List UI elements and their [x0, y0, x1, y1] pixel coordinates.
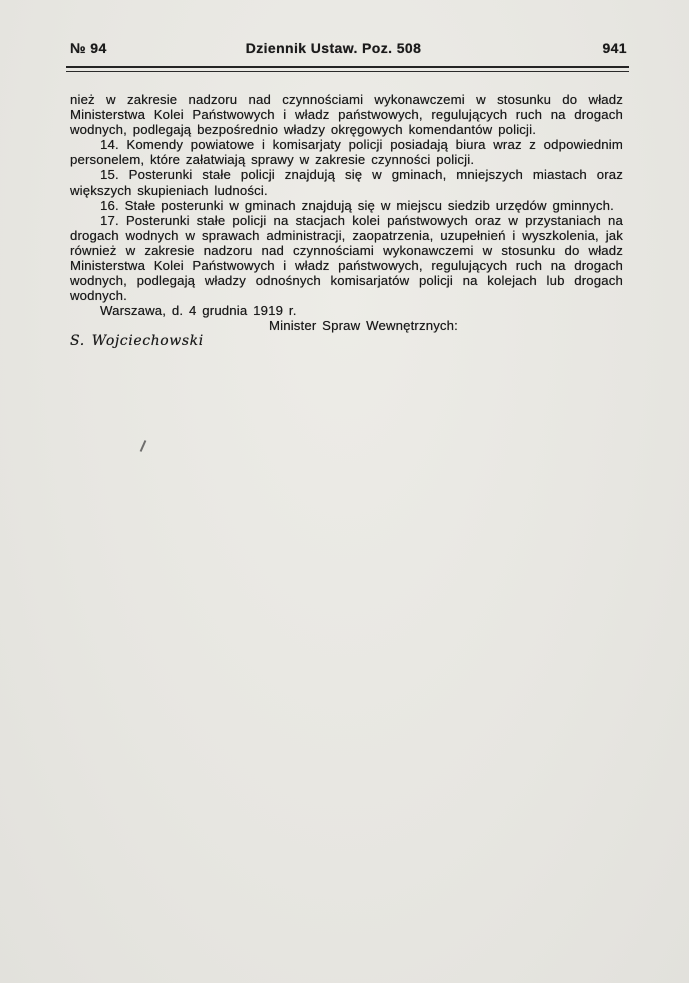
paragraph-point-15: 15. Posterunki stałe policji znajdują się w gminach, mniejszych miastach oraz większych skupieniach ludności. [70, 167, 623, 198]
page-header [70, 40, 627, 56]
header-rule [66, 66, 629, 72]
paragraph-point-16: 16. Stałe posterunki w gminach znajdują się w miejscu siedzib urzędów gminnych. [100, 197, 614, 213]
signature: S. Wojciechowski [70, 332, 204, 349]
page-number: 941 [602, 40, 627, 56]
journal-title: Dziennik Ustaw. Poz. 508 [245, 40, 422, 56]
paragraph-point-17: 17. Posterunki stałe policji na stacjach kolei państwowych oraz w przystaniach na drogach wodnych w sprawach administracji, zaopatrzenia, uzupełnień i wyszkolenia, jak również w zakresie nadzoru nad czynnościami wykonawczemi w stosunku do władz Ministerstwa Kolei Państwowych i władz państwowych, regulujących ruch na drogach wodnych, podlegają władzy odnośnych komisarjatów policji na kolejach lub drogach wodnych. [70, 212, 623, 304]
header-rule-thick-line [66, 66, 629, 68]
issue-number: № 94 [70, 40, 107, 56]
document-body [70, 92, 623, 349]
header-rule-thin-line [66, 71, 629, 72]
dateline: Warszawa, d. 4 grudnia 1919 r. [100, 303, 297, 319]
paragraph-point-14: 14. Komendy powiatowe i komisarjaty policji posiadają biura wraz z odpowiednim personelem, które załatwiają sprawy w zakresie czynności policji. [70, 137, 623, 168]
scan-artifact-mark [140, 440, 147, 452]
paragraph-continuation: nież w zakresie nadzoru nad czynnościami wykonawczemi w stosunku do władz Ministerstwa Kolei Państwowych i władz państwowych, regulujących ruch na drogach wodnych, podlegają bezpośrednio władzy okręgowych komendantów policji. [70, 92, 623, 138]
minister-title: Minister Spraw Wewnętrznych: [269, 318, 458, 334]
